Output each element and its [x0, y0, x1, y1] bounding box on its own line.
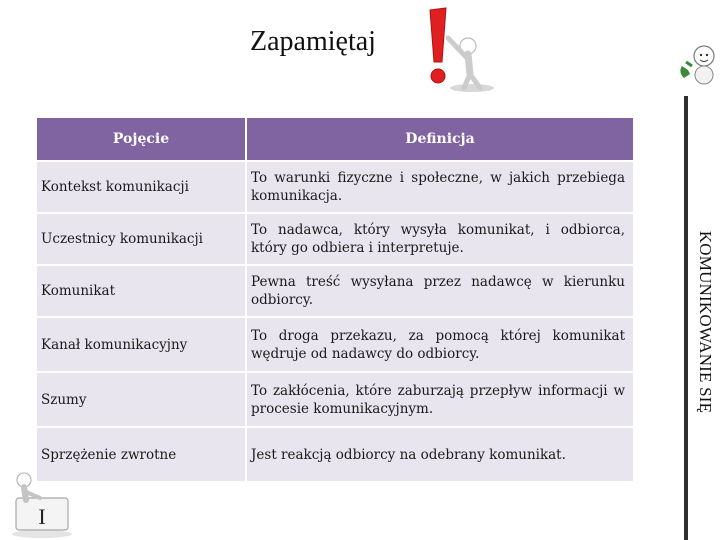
row-term: Sprzężenie zwrotne: [37, 427, 246, 481]
page-title: Zapamiętaj: [250, 26, 376, 57]
header-definition: Definicja: [246, 118, 633, 161]
row-term: Szumy: [37, 372, 246, 427]
row-definition: Jest reakcją odbiorcy na odebrany komunikat.: [246, 427, 633, 481]
phone-figure-icon: [676, 42, 720, 86]
row-definition: To nadawca, który wysyła komunikat, i odbiorca, który go odbiera i interpretuje.: [246, 213, 633, 265]
side-divider: [684, 96, 688, 540]
table-row: [37, 161, 633, 213]
row-term: Kanał komunikacyjny: [37, 317, 246, 372]
info-figure-icon: [6, 468, 76, 540]
table-row: [37, 427, 633, 481]
footer-icon-letter: I: [38, 504, 46, 529]
table-row: [37, 265, 633, 317]
table-row: [37, 213, 633, 265]
row-definition: To zakłócenia, które zaburzają przepływ informacji w procesie komunikacyjnym.: [246, 372, 633, 427]
row-term: Komunikat: [37, 265, 246, 317]
row-definition: To warunki fizyczne i społeczne, w jakich przebiega komunikacja.: [246, 161, 633, 213]
row-term: Uczestnicy komunikacji: [37, 213, 246, 265]
table-header-row: [37, 118, 633, 161]
side-label: KOMUNIKOWANIE SIĘ: [696, 230, 716, 414]
table-row: [37, 317, 633, 372]
exclamation-figure-icon: [412, 2, 504, 94]
row-definition: Pewna treść wysyłana przez nadawcę w kierunku odbiorcy.: [246, 265, 633, 317]
header-term: Pojęcie: [37, 118, 246, 161]
definitions-table: [37, 118, 633, 481]
table-row: [37, 372, 633, 427]
row-term: Kontekst komunikacji: [37, 161, 246, 213]
row-definition: To droga przekazu, za pomocą której komunikat wędruje od nadawcy do odbiorcy.: [246, 317, 633, 372]
side-label-container: [690, 108, 720, 536]
